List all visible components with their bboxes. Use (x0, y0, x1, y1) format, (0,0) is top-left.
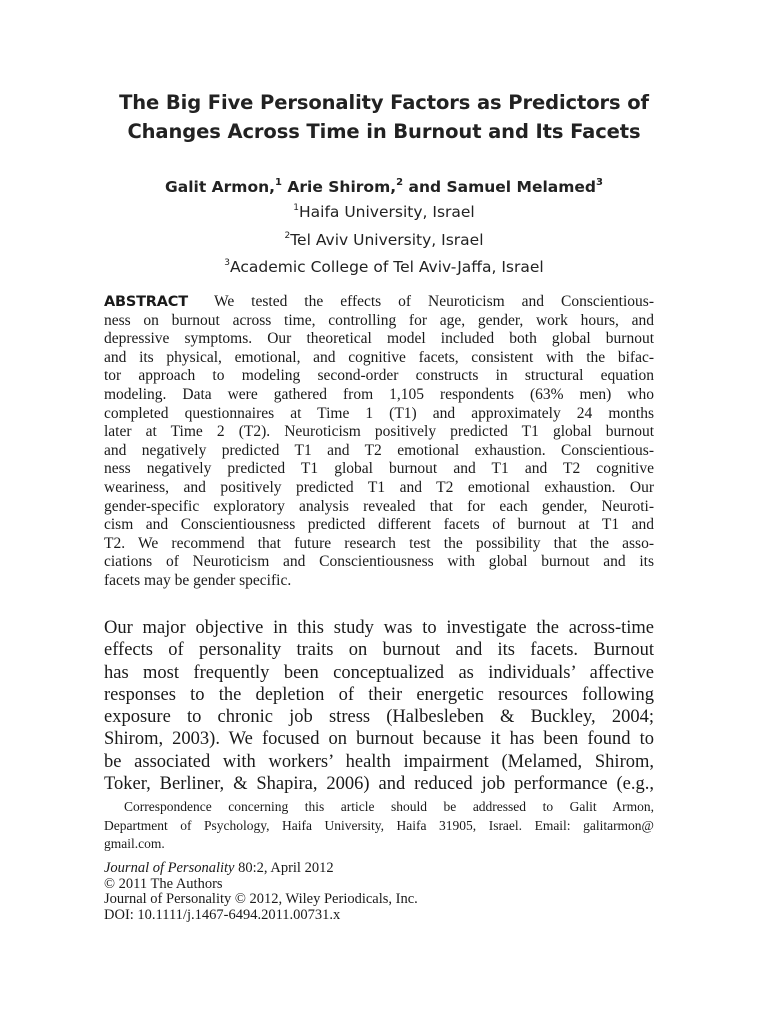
author-1-sup: 1 (275, 177, 282, 188)
affiliation-1 (80, 197, 688, 225)
affiliation-2 (80, 225, 688, 253)
abstract-line: cism and Conscientiousness predicted different facets of burnout at T1 and (104, 516, 654, 534)
abstract-line: ness negatively predicted T1 global burnout and T1 and T2 cognitive (104, 460, 654, 478)
abstract-line: ciations of Neuroticism and Conscientiousness with global burnout and its (104, 553, 654, 571)
affiliation-3-text: Academic College of Tel Aviv-Jaffa, Israel (230, 258, 544, 277)
body-line: Shirom, 2003). We focused on burnout because it has been found to (104, 729, 654, 750)
author-list (80, 172, 688, 199)
abstract-line: and its physical, emotional, and cognitive facets, consistent with the bifac- (104, 348, 654, 366)
body-line: exposure to chronic job stress (Halbesleben & Buckley, 2004; (104, 707, 654, 728)
author-1: Galit Armon, (165, 178, 276, 197)
abstract-line: tor approach to modeling second-order constructs in structural equation (104, 367, 654, 385)
abstract-line: weariness, and positively predicted T1 and T2 emotional exhaustion. Our (104, 478, 654, 496)
affiliation-1-sup: 1 (293, 203, 299, 213)
journal-issue-line (104, 861, 654, 877)
abstract-line: depressive symptoms. Our theoretical model included both global burnout (104, 330, 654, 348)
abstract-line: gender-specific exploratory analysis revealed that for each gender, Neuroti- (104, 497, 654, 515)
abstract-line: modeling. Data were gathered from 1,105 respondents (63% men) who (104, 385, 654, 403)
abstract (104, 293, 654, 591)
affiliation-list (80, 197, 688, 280)
journal-name: Journal of Personality (104, 860, 235, 876)
abstract-line: facets may be gender specific. (104, 571, 292, 589)
doi-line: DOI: 10.1111/j.1467-6494.2011.00731.x (104, 906, 341, 923)
body-paragraph (104, 617, 654, 795)
body-line: Toker, Berliner, & Shapira, 2006) and reduced job performance (e.g., (104, 774, 654, 795)
body-line: effects of personality traits on burnout and its facets. Burnout (104, 640, 654, 661)
abstract-line: completed questionnaires at Time 1 (T1) and approximately 24 months (104, 404, 654, 422)
body-line: Our major objective in this study was to investigate the across-time (104, 618, 654, 638)
author-3: and Samuel Melamed (408, 178, 596, 197)
affiliation-1-text: Haifa University, Israel (298, 203, 475, 222)
abstract-line: ness on burnout across time, controlling for age, gender, work hours, and (104, 311, 654, 329)
body-line: be associated with workers’ health impairment (Melamed, Shirom, (104, 751, 654, 772)
author-3-sup: 3 (595, 177, 603, 188)
footnote-line: gmail.com. (104, 836, 165, 851)
journal-issue: 80:2, April 2012 (238, 860, 334, 876)
affiliation-2-sup: 2 (284, 230, 291, 241)
affiliation-2-text: Tel Aviv University, Israel (290, 230, 484, 249)
author-2-sup: 2 (396, 177, 404, 188)
footnote-line: Correspondence concerning this article should be addressed to Galit Armon, (124, 799, 654, 814)
title-line-2: Changes Across Time in Burnout and Its Facets (127, 120, 641, 143)
copyright-line: © 2011 The Authors (104, 875, 223, 892)
abstract-line: T2. We recommend that future research test the possibility that the asso- (104, 534, 654, 552)
abstract-first-text: We tested the effects of Neuroticism and Conscientious- (213, 293, 654, 310)
body-line: has most frequently been conceptualized as individuals’ affective (104, 662, 654, 683)
author-2: Arie Shirom, (287, 178, 397, 197)
abstract-line (104, 293, 654, 312)
body-line: responses to the depletion of their energetic resources following (104, 684, 654, 705)
footnote-line: Department of Psychology, Haifa University, Haifa 31905, Israel. Email: galitarmon@ (104, 817, 654, 833)
publisher-line: Journal of Personality © 2012, Wiley Periodicals, Inc. (104, 891, 418, 907)
correspondence-footnote (104, 798, 654, 854)
abstract-label: ABSTRACT (104, 294, 188, 310)
affiliation-3 (80, 252, 688, 280)
title-line-1: The Big Five Personality Factors as Predictors of (119, 91, 649, 114)
paper-title (80, 88, 688, 146)
affiliation-3-sup: 3 (224, 258, 231, 269)
journal-info (104, 861, 654, 923)
abstract-line: and negatively predicted T1 and T2 emotional exhaustion. Conscientious- (104, 441, 654, 459)
abstract-line: later at Time 2 (T2). Neuroticism positively predicted T1 global burnout (104, 423, 654, 441)
